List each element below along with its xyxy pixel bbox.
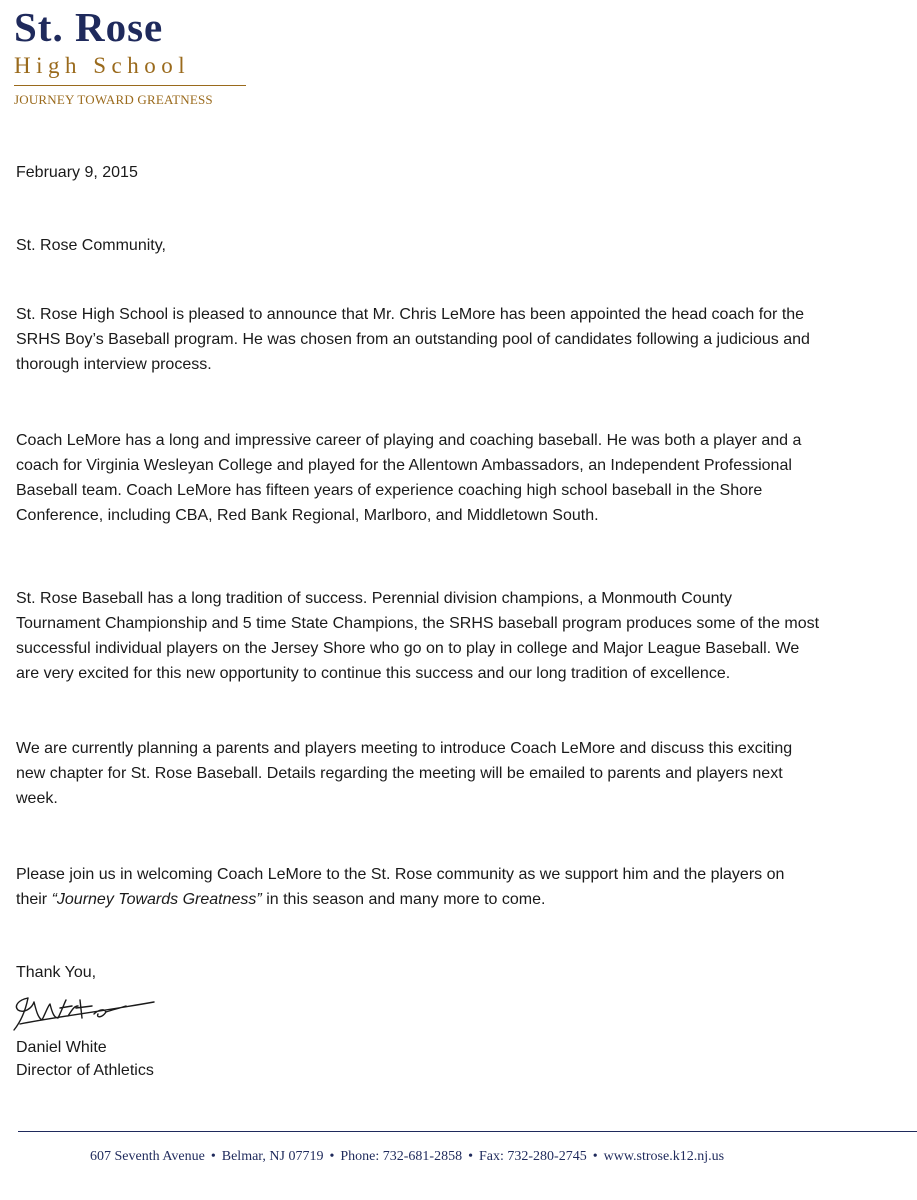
salutation: St. Rose Community, <box>16 237 166 254</box>
paragraph-line: coach for Virginia Wesleyan College and played for the Allentown Ambassadors, an Independent Professional <box>16 457 792 474</box>
paragraph-announcement <box>16 302 810 377</box>
footer-phone: Phone: 732-681-2858 <box>340 1149 463 1164</box>
paragraph-line: thorough interview process. <box>16 356 212 373</box>
signer-block <box>16 1036 154 1082</box>
footer-separator: • <box>468 1149 473 1164</box>
paragraph-line: Conference, including CBA, Red Bank Regional, Marlboro, and Middletown South. <box>16 507 599 524</box>
footer-divider <box>18 1131 917 1132</box>
footer-contact <box>90 1147 724 1167</box>
paragraph-line: Baseball team. Coach LeMore has fifteen years of experience coaching high school baseball in the Shore <box>16 482 763 499</box>
paragraph-line: Coach LeMore has a long and impressive career of playing and coaching baseball. He was both a player and a <box>16 432 802 449</box>
signature-image <box>8 990 158 1036</box>
paragraph-line: new chapter for St. Rose Baseball. Details regarding the meeting will be emailed to parents and players next <box>16 765 783 782</box>
paragraph-line: Please join us in welcoming Coach LeMore to the St. Rose community as we support him and the players on <box>16 866 785 883</box>
text-run: their <box>16 891 52 908</box>
paragraph-line: Tournament Championship and 5 time State Champions, the SRHS baseball program produces some of the most <box>16 615 820 632</box>
paragraph-line: week. <box>16 790 58 807</box>
school-name: St. Rose <box>14 4 164 50</box>
paragraph-line: SRHS Boy’s Baseball program. He was chosen from an outstanding pool of candidates following a judicious and <box>16 331 810 348</box>
closing: Thank You, <box>16 964 97 981</box>
paragraph-line: are very excited for this new opportunity to continue this success and our long tradition of excellence. <box>16 665 731 682</box>
footer-separator: • <box>592 1149 598 1164</box>
footer-address: 607 Seventh Avenue <box>90 1149 205 1164</box>
paragraph-meeting <box>16 736 792 811</box>
paragraph-tradition <box>16 586 819 686</box>
paragraph-welcome <box>16 862 784 912</box>
paragraph-line: St. Rose Baseball has a long tradition of success. Perennial division champions, a Monmouth County <box>16 590 732 607</box>
letter-date: February 9, 2015 <box>16 164 138 181</box>
footer-website-link[interactable]: www.strose.k12.nj.us <box>603 1149 725 1164</box>
motto-quote: “Journey Towards Greatness” <box>51 891 262 908</box>
school-motto: JOURNEY TOWARD GREATNESS <box>14 92 213 107</box>
footer-fax: Fax: 732-280-2745 <box>479 1149 587 1164</box>
signer-title: Director of Athletics <box>16 1062 154 1079</box>
footer-separator: • <box>329 1149 335 1164</box>
text-run: in this season and many more to come. <box>261 891 546 908</box>
footer-city: Belmar, NJ 07719 <box>221 1149 324 1164</box>
signer-name: Daniel White <box>16 1039 107 1056</box>
school-subtitle: High School <box>14 53 191 78</box>
footer-separator: • <box>210 1149 216 1164</box>
paragraph-line <box>16 887 784 912</box>
paragraph-career <box>16 428 801 528</box>
paragraph-line: St. Rose High School is pleased to announce that Mr. Chris LeMore has been appointed the head coach for the <box>16 306 805 323</box>
paragraph-line: successful individual players on the Jersey Shore who go on to play in college and Major League Baseball. We <box>16 640 800 657</box>
paragraph-line: We are currently planning a parents and players meeting to introduce Coach LeMore and discuss this exciting <box>16 740 793 757</box>
letterhead-divider <box>14 85 246 86</box>
letterhead <box>14 4 254 109</box>
